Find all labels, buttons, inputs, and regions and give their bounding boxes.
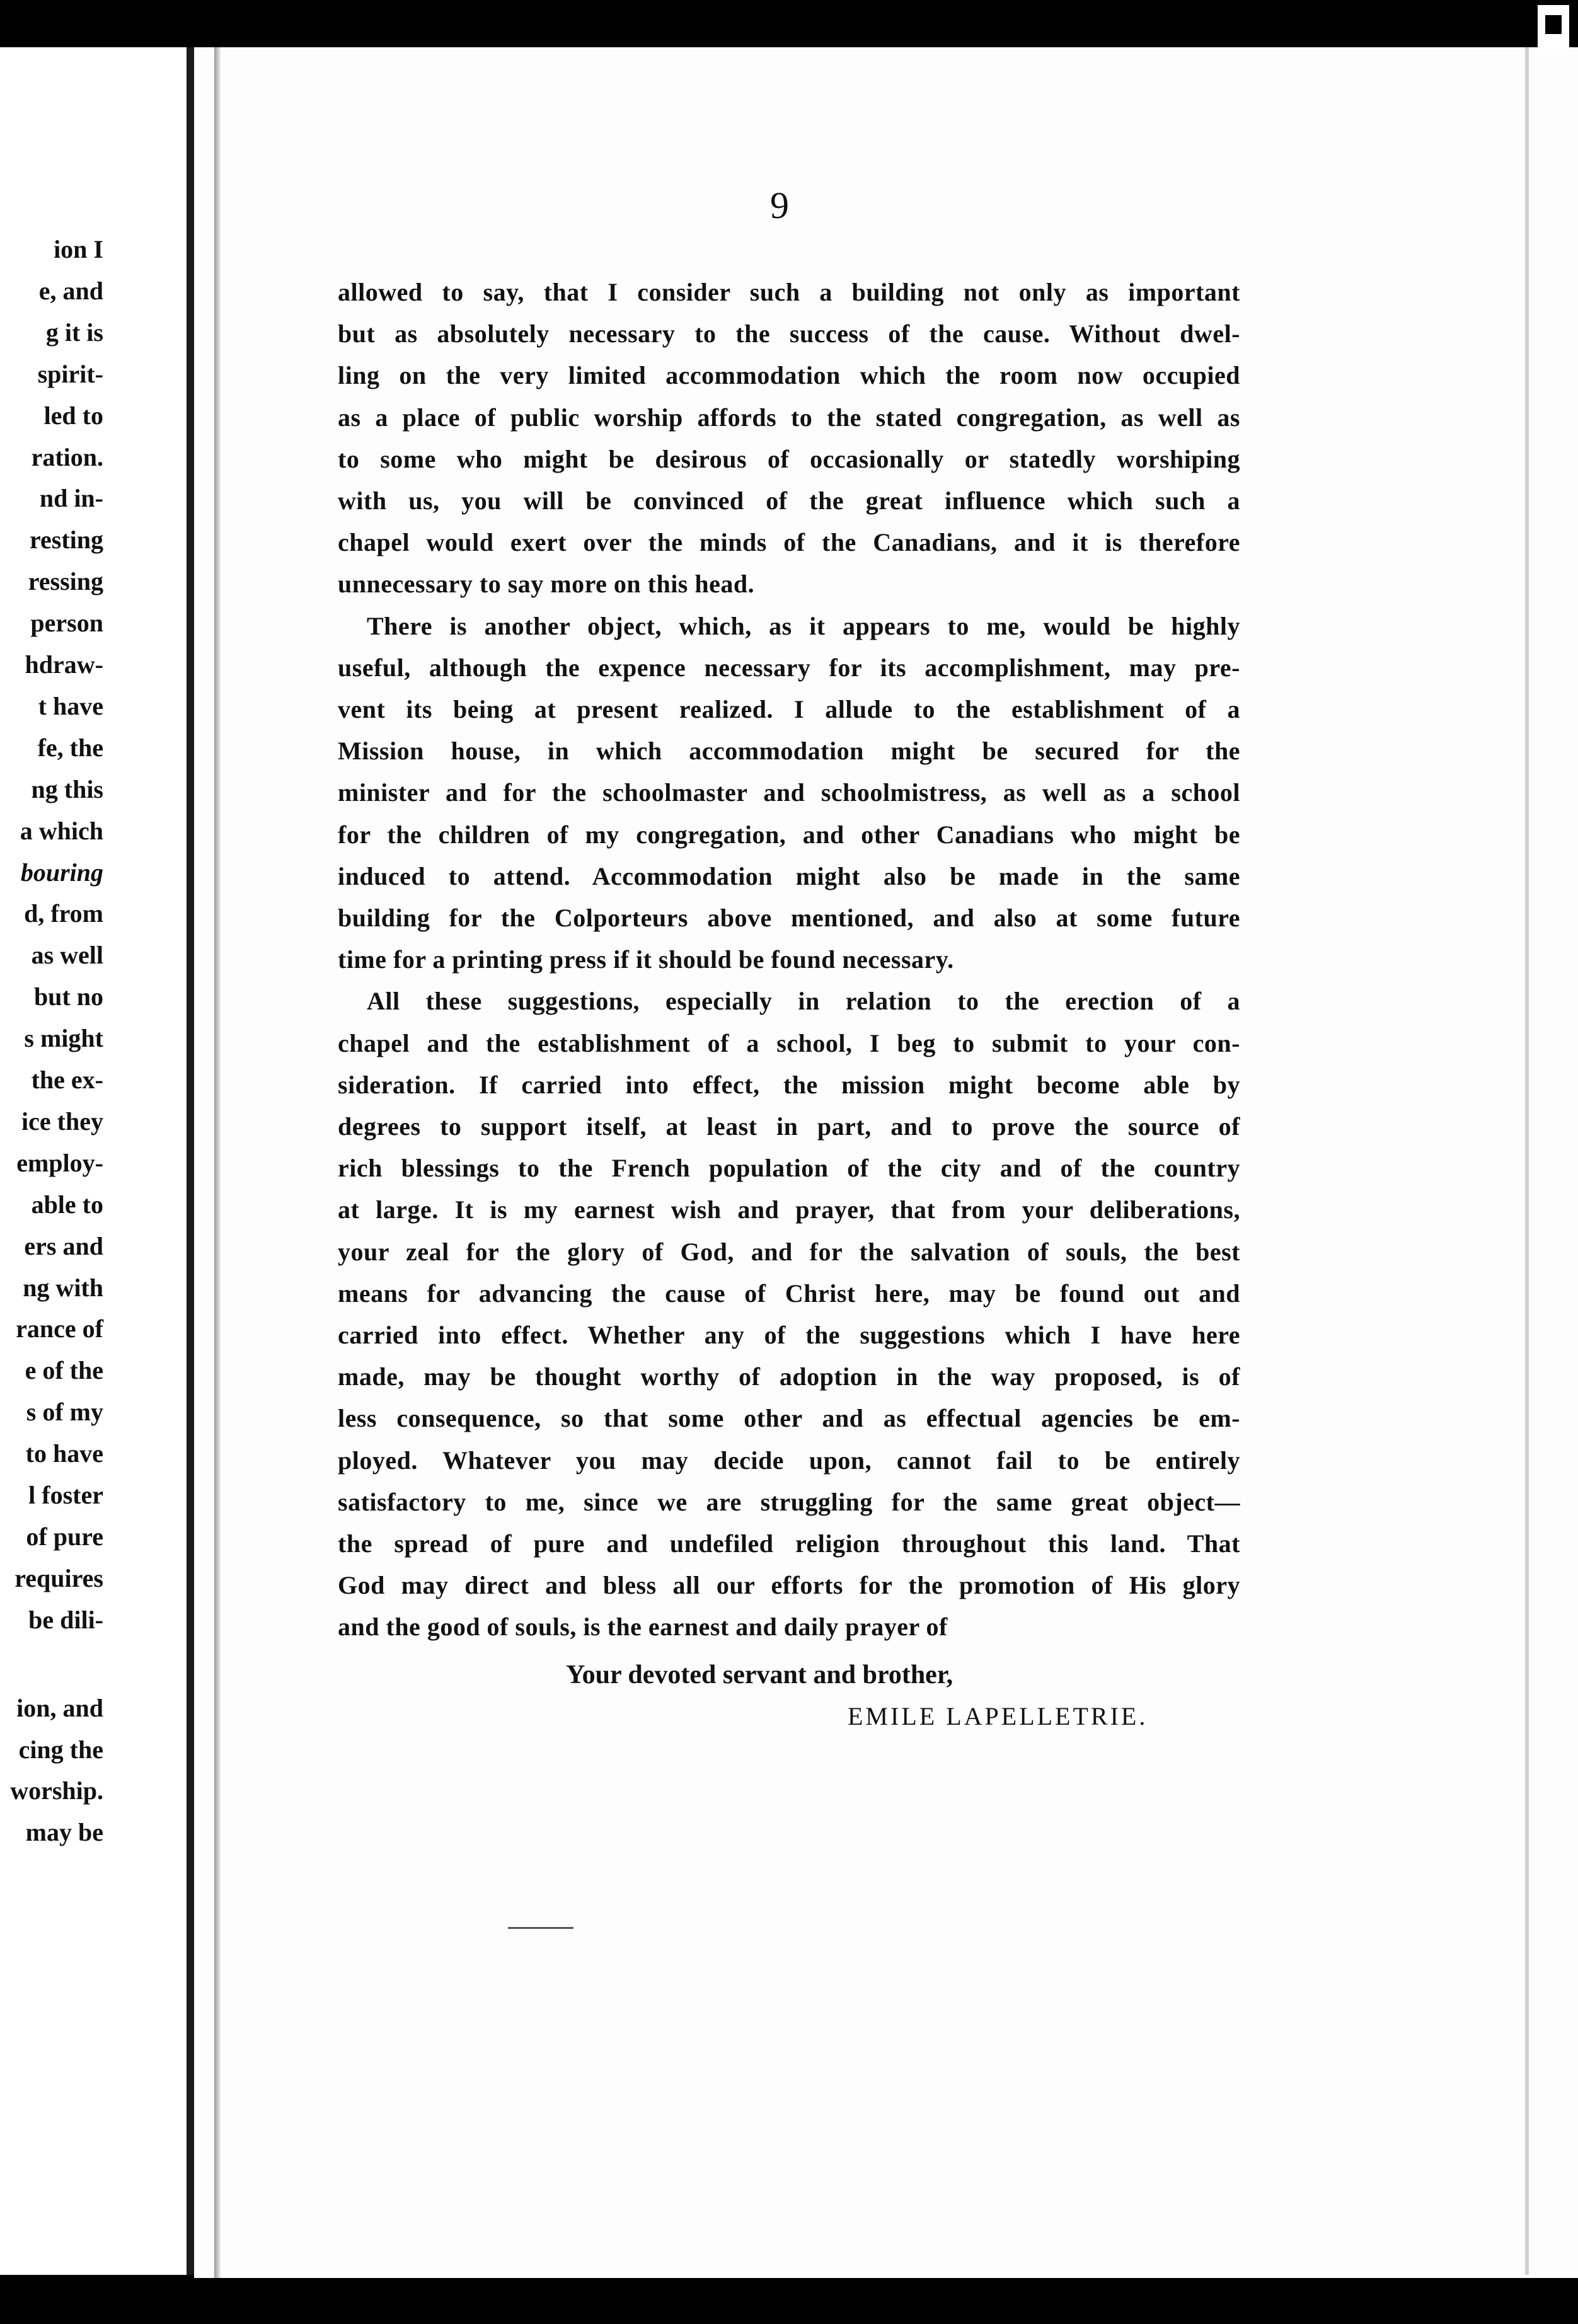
facing-page-line: as well [31,941,103,969]
body-line: made, may be thought worthy of adoption in the way proposed, is of [338,1362,1240,1391]
body-line: sideration. If carried into effect, the mission might become able by [338,1071,1240,1099]
facing-page-line: the ex- [31,1066,103,1094]
facing-page-line: hdraw- [25,650,103,679]
facing-page-line: spirit- [37,360,103,388]
body-line: less consequence, so that some other and as effectual agencies be em- [338,1404,1240,1432]
body-line: useful, although the expence necessary for its accomplishment, may pre- [338,653,1240,682]
facing-page-line: ion I [54,235,103,263]
body-line: chapel would exert over the minds of the Canadians, and it is therefore [338,528,1240,556]
body-line: unnecessary to say more on this head. [338,570,755,598]
page-number: 9 [770,185,789,226]
facing-page-line: t have [38,692,103,720]
facing-page-line: employ- [16,1149,103,1177]
facing-page-fragment [0,47,187,2275]
body-line: allowed to say, that I consider such a building not only as important [338,278,1240,306]
facing-page-line: led to [43,401,103,430]
facing-page-line: rance of [16,1314,103,1343]
body-line: chapel and the establishment of a school, I beg to submit to your con- [338,1029,1240,1057]
facing-page-line: l foster [28,1481,103,1509]
facing-page-line: resting [29,526,103,554]
facing-page-line: ice they [21,1107,103,1136]
corner-marker [1538,5,1569,50]
body-line: satisfactory to me, since we are struggling for the same great object— [338,1488,1240,1516]
body-line: God may direct and bless all our efforts for the promotion of His glory [338,1571,1240,1599]
facing-page-line: ers and [24,1232,103,1260]
body-line: ling on the very limited accommodation which the room now occupied [338,361,1240,389]
facing-page-line: a which [20,817,103,845]
facing-page-line: ration. [31,443,103,471]
body-line: and the good of souls, is the earnest and daily prayer of [338,1613,948,1641]
body-line: rich blessings to the French population of the city and of the country [338,1154,1240,1182]
body-line: All these suggestions, especially in relation to the erection of a [367,987,1240,1015]
facing-page-line: ng this [31,775,103,803]
facing-page-line: s might [24,1024,103,1052]
facing-page-line: nd in- [39,484,103,512]
book-gutter [187,47,194,2275]
page-edge [1525,47,1529,2275]
facing-page-line: person [30,609,103,637]
body-line: carried into effect. Whether any of the suggestions which I have here [338,1321,1240,1349]
facing-page-line: able to [31,1190,103,1219]
facing-page-line: s of my [26,1398,103,1426]
body-line: your zeal for the glory of God, and for the salvation of souls, the best [338,1238,1240,1266]
body-line: induced to attend. Accommodation might also be made in the same [338,862,1240,890]
facing-page-line: d, from [24,899,103,928]
facing-page-line: requires [14,1564,103,1592]
body-line: for the children of my congregation, and other Canadians who might be [338,820,1240,849]
facing-page-line: worship. [10,1776,103,1805]
body-line: ployed. Whatever you may decide upon, cannot fail to be entirely [338,1446,1240,1475]
body-line: the spread of pure and undefiled religion throughout this land. That [338,1529,1240,1558]
body-line: as a place of public worship affords to the stated congregation, as well as [338,403,1240,432]
body-line: minister and for the schoolmaster and schoolmistress, as well as a school [338,778,1240,807]
facing-page-line: of pure [26,1522,103,1551]
facing-page-line: e of the [25,1356,103,1384]
body-line: to some who might be desirous of occasionally or statedly worshiping [338,445,1240,473]
facing-page-line: bouring [20,858,103,887]
facing-page-line: but no [33,982,103,1011]
facing-page-line: cing the [18,1735,103,1764]
body-line: degrees to support itself, at least in part, and to prove the source of [338,1112,1240,1141]
body-line: at large. It is my earnest wish and prayer, that from your deliberations, [338,1195,1240,1224]
body-line: Mission house, in which accommodation might be secured for the [338,737,1240,765]
facing-page-line: e, and [38,277,103,305]
page-shadow [214,47,221,2278]
facing-page-line: g it is [45,318,103,347]
facing-page-line: ion, and [16,1694,103,1722]
facing-page-line: ng with [23,1274,103,1302]
signature: EMILE LAPELLETRIE. [848,1702,1148,1730]
facing-page-line: may be [25,1818,103,1846]
body-line: building for the Colporteurs above mentioned, and also at some future [338,904,1240,932]
body-line: time for a printing press if it should be found necessary. [338,945,954,974]
body-line: There is another object, which, as it appears to me, would be highly [367,612,1240,640]
body-line: means for advancing the cause of Christ here, may be found out and [338,1279,1240,1308]
body-line: with us, you will be convinced of the great influence which such a [338,486,1240,515]
body-line: but as absolutely necessary to the success of the cause. Without dwel- [338,319,1240,348]
facing-page-line: fe, the [37,733,103,762]
body-line: vent its being at present realized. I allude to the establishment of a [338,695,1240,723]
facing-page-line: be dili- [28,1606,103,1634]
facing-page-line: ressing [28,567,103,595]
facing-page-line: to have [25,1439,103,1468]
closing-line: Your devoted servant and brother, [566,1660,953,1689]
separator-rule [508,1927,573,1929]
